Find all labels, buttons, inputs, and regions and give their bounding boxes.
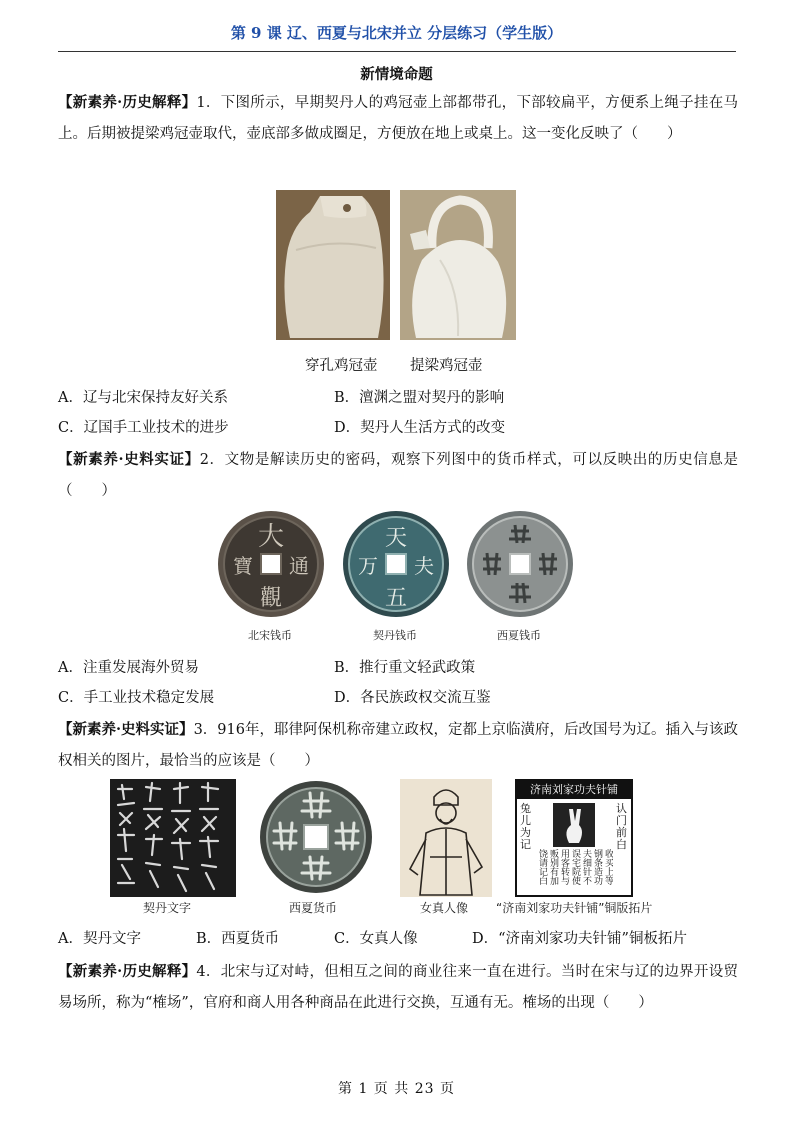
coin2-char-bottom: 五 (384, 586, 408, 611)
q1-option-d[interactable]: D．契丹人生活方式的改变 (334, 420, 506, 436)
q2-text: 2．文物是解读历史的密码，观察下列图中的货币样式，可以反映出的历史信息是（ ） (58, 452, 738, 499)
q1-option-b[interactable]: B．澶渊之盟对契丹的影响 (334, 390, 505, 406)
jinan-liu-needle-shop-plate-image (515, 779, 633, 897)
caption-pierced-pot: 穿孔鸡冠壶 (305, 358, 378, 374)
caption-khitan-script: 契丹文字 (143, 901, 192, 915)
q4-text: 4．北宋与辽对峙，但相互之间的商业往来一直在进行。当时在宋与辽的边界开设贸易场所，称为“榷场”，官府和商人用各种商品在此进行交换，互通有无。榷场的出现（ ） (58, 964, 738, 1011)
khitan-coin-image (341, 509, 451, 619)
caption-jurchen-portrait: 女真人像 (420, 901, 469, 915)
q3-tag: 【新素养·史料实证】 (58, 721, 194, 738)
coin2-char-right: 夫 (414, 554, 434, 578)
western-xia-coin-image (465, 509, 575, 619)
plate-left-text: 认门前白 (616, 802, 627, 851)
q3-option-b[interactable]: B．西夏货币 (196, 931, 280, 947)
caption-northern-song-coin: 北宋钱币 (248, 629, 292, 642)
handled-cockscomb-pot-image (400, 190, 516, 340)
question-2 (58, 444, 738, 507)
northern-song-coin-image (216, 509, 326, 619)
q2-tag: 【新素养·史料实证】 (58, 451, 200, 468)
q4-tag: 【新素养·历史解释】 (58, 963, 197, 980)
q3-option-d[interactable]: D．“济南刘家功夫针铺”铜板拓片 (472, 931, 687, 947)
question-3 (58, 714, 738, 777)
section-title: 新情境命题 (360, 66, 433, 83)
page-footer: 第 1 页 共 23 页 (338, 1081, 455, 1097)
plate-top-text: 济南刘家功夫针铺 (517, 781, 631, 799)
q2-option-a[interactable]: A．注重发展海外贸易 (58, 660, 199, 676)
q2-option-d[interactable]: D．各民族政权交流互鉴 (334, 690, 491, 706)
khitan-script-image (110, 779, 236, 897)
q3-option-a[interactable]: A．契丹文字 (58, 931, 141, 947)
coin1-char-left: 寶 (233, 554, 253, 578)
caption-khitan-coin: 契丹钱币 (373, 629, 417, 642)
q1-option-c[interactable]: C．辽国手工业技术的进步 (58, 420, 229, 436)
caption-needle-shop-plate: “济南刘家功夫针铺”铜版拓片 (496, 901, 653, 915)
header-divider (58, 51, 736, 52)
q1-option-a[interactable]: A．辽与北宋保持友好关系 (58, 390, 228, 406)
rabbit-emblem (553, 803, 595, 847)
q3-text: 3．916年，耶律阿保机称帝建立政权，定都上京临潢府，后改国号为辽。插入与该政权相关的图片，最恰当的应该是（ ） (58, 722, 738, 769)
coin1-char-right: 通 (289, 554, 309, 578)
q1-text: 1．下图所示，早期契丹人的鸡冠壶上部都带孔，下部较扁平，方便系上绳子挂在马上。后期被提梁鸡冠壶取代，壶底部多做成圈足，方便放在地上或桌上。这一变化反映了（ ） (58, 95, 738, 142)
caption-western-xia-currency: 西夏货币 (289, 901, 338, 915)
question-1 (58, 87, 738, 150)
coin2-char-top: 天 (384, 526, 408, 551)
plate-right-text: 兔儿为记 (520, 802, 531, 851)
pierced-cockscomb-pot-image (276, 190, 390, 340)
q2-option-b[interactable]: B．推行重文轻武政策 (334, 660, 476, 676)
question-4 (58, 956, 738, 1019)
jurchen-portrait-image (400, 779, 492, 897)
coin2-char-left: 万 (358, 554, 378, 578)
q1-tag: 【新素养·历史解释】 (58, 94, 197, 111)
caption-handled-pot: 提梁鸡冠壶 (410, 358, 483, 374)
plate-bottom-text: 收买上等钢条造功夫细针不误宅院使用客转与贩别有加饶请记白 (537, 849, 613, 885)
q2-option-c[interactable]: C．手工业技术稳定发展 (58, 690, 215, 706)
western-xia-currency-image (258, 779, 374, 895)
document-title: 第 9 课 辽、西夏与北宋并立 分层练习（学生版） (230, 24, 563, 42)
coin1-char-bottom: 觀 (259, 586, 283, 611)
coin1-char-top: 大 (257, 522, 285, 552)
caption-western-xia-coin: 西夏钱币 (497, 629, 541, 642)
q3-option-c[interactable]: C．女真人像 (334, 931, 418, 947)
